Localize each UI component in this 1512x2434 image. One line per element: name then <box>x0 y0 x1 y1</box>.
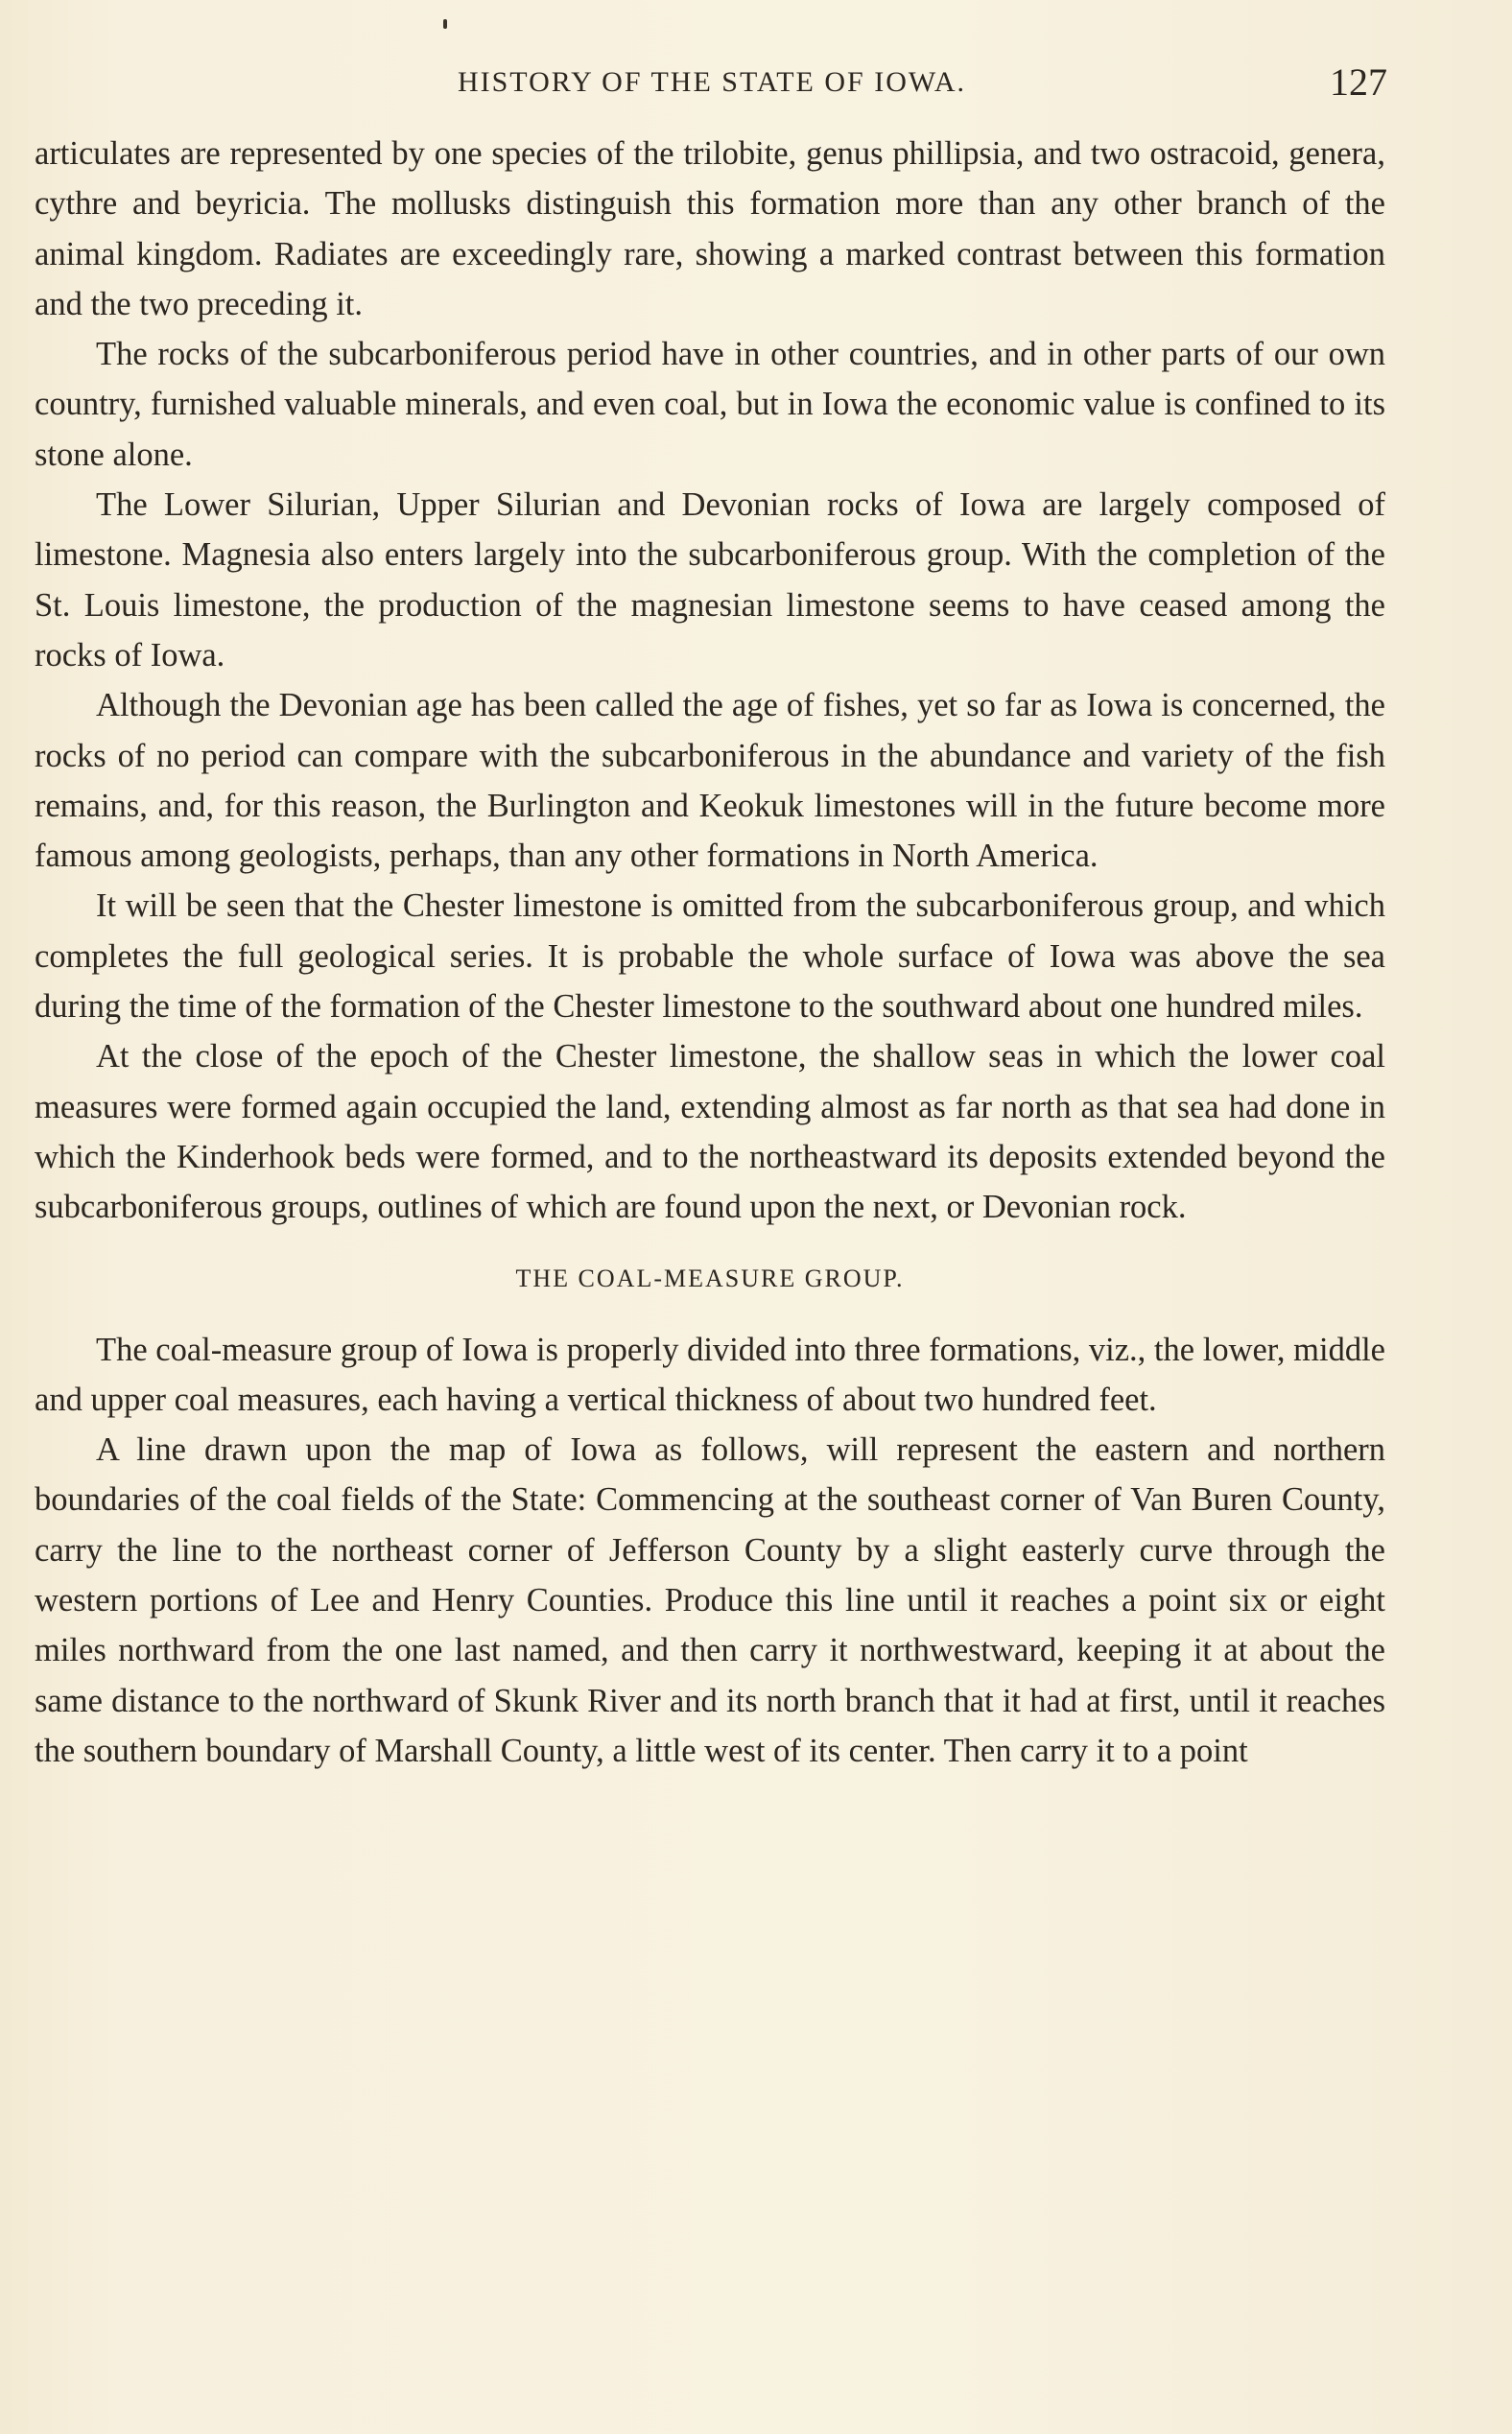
paragraph: Although the Devonian age has been called the age of fishes, yet so far as Iowa is concerned, the rocks of no period can compare with the subcarboniferous in the abundance and variety of the fish remains, and, for this reason, the Burlington and Keokuk limestones will in the future become more famous among geologists, perhaps, than any other formations in North America. <box>35 687 1385 875</box>
running-head: HISTORY OF THE STATE OF IOWA. <box>457 66 967 98</box>
section-heading: THE COAL-MEASURE GROUP. <box>515 1264 905 1292</box>
page-header <box>36 56 1387 109</box>
paragraph: The coal-measure group of Iowa is properly divided into three formations, viz., the lower, middle and upper coal measures, each having a vertical thickness of about two hundred feet. <box>35 1331 1385 1418</box>
ink-speck <box>443 19 447 29</box>
paragraph-continued: articulates are represented by one species of the trilobite, genus phillipsia, and two ostracoid, genera, cythre and beyricia. The mollusks distinguish this formation more than any other branch of the animal kingdom. Radiates are exceedingly rare, showing a marked contrast between this formation and the two preceding it. <box>35 135 1385 322</box>
paragraph: It will be seen that the Chester limestone is omitted from the subcarboniferous group, and which completes the full geological series. It is probable the whole surface of Iowa was above the sea during the time of the formation of the Chester limestone to the southward about one hundred miles. <box>35 887 1385 1026</box>
paragraph: At the close of the epoch of the Chester limestone, the shallow seas in which the lower coal measures were formed again occupied the land, extending almost as far north as that sea had done in which the Kinderhook beds were formed, and to the northeastward its deposits extended beyond the subcarboniferous groups, outlines of which are found upon the next, or Devonian rock. <box>35 1038 1385 1226</box>
paragraph: The rocks of the subcarboniferous period have in other countries, and in other parts of our own country, furnished valuable minerals, and even coal, but in Iowa the economic value is confined to its stone alone. <box>35 336 1385 473</box>
body-text <box>35 129 1385 1776</box>
paragraph: A line drawn upon the map of Iowa as follows, will represent the eastern and northern boundaries of the coal fields of the State: Commencing at the southeast corner of Van Buren County, carry the line to the northeast corner of Jefferson County by a slight easterly curve through the western portions of Lee and Henry Counties. Produce this line until it reaches a point six or eight miles northward from the one last named, and then carry it northwestward, keeping it at about the same distance to the northward of Skunk River and its north branch that it had at first, until it reaches the southern boundary of Marshall County, a little west of its center. Then carry it to a point <box>35 1431 1385 1769</box>
paragraph: The Lower Silurian, Upper Silurian and Devonian rocks of Iowa are largely composed of limestone. Magnesia also enters largely into the subcarboniferous group. With the completion of the St. Louis limestone, the production of the magnesian limestone seems to have ceased among the rocks of Iowa. <box>35 486 1385 673</box>
page-number: 127 <box>1330 60 1387 104</box>
